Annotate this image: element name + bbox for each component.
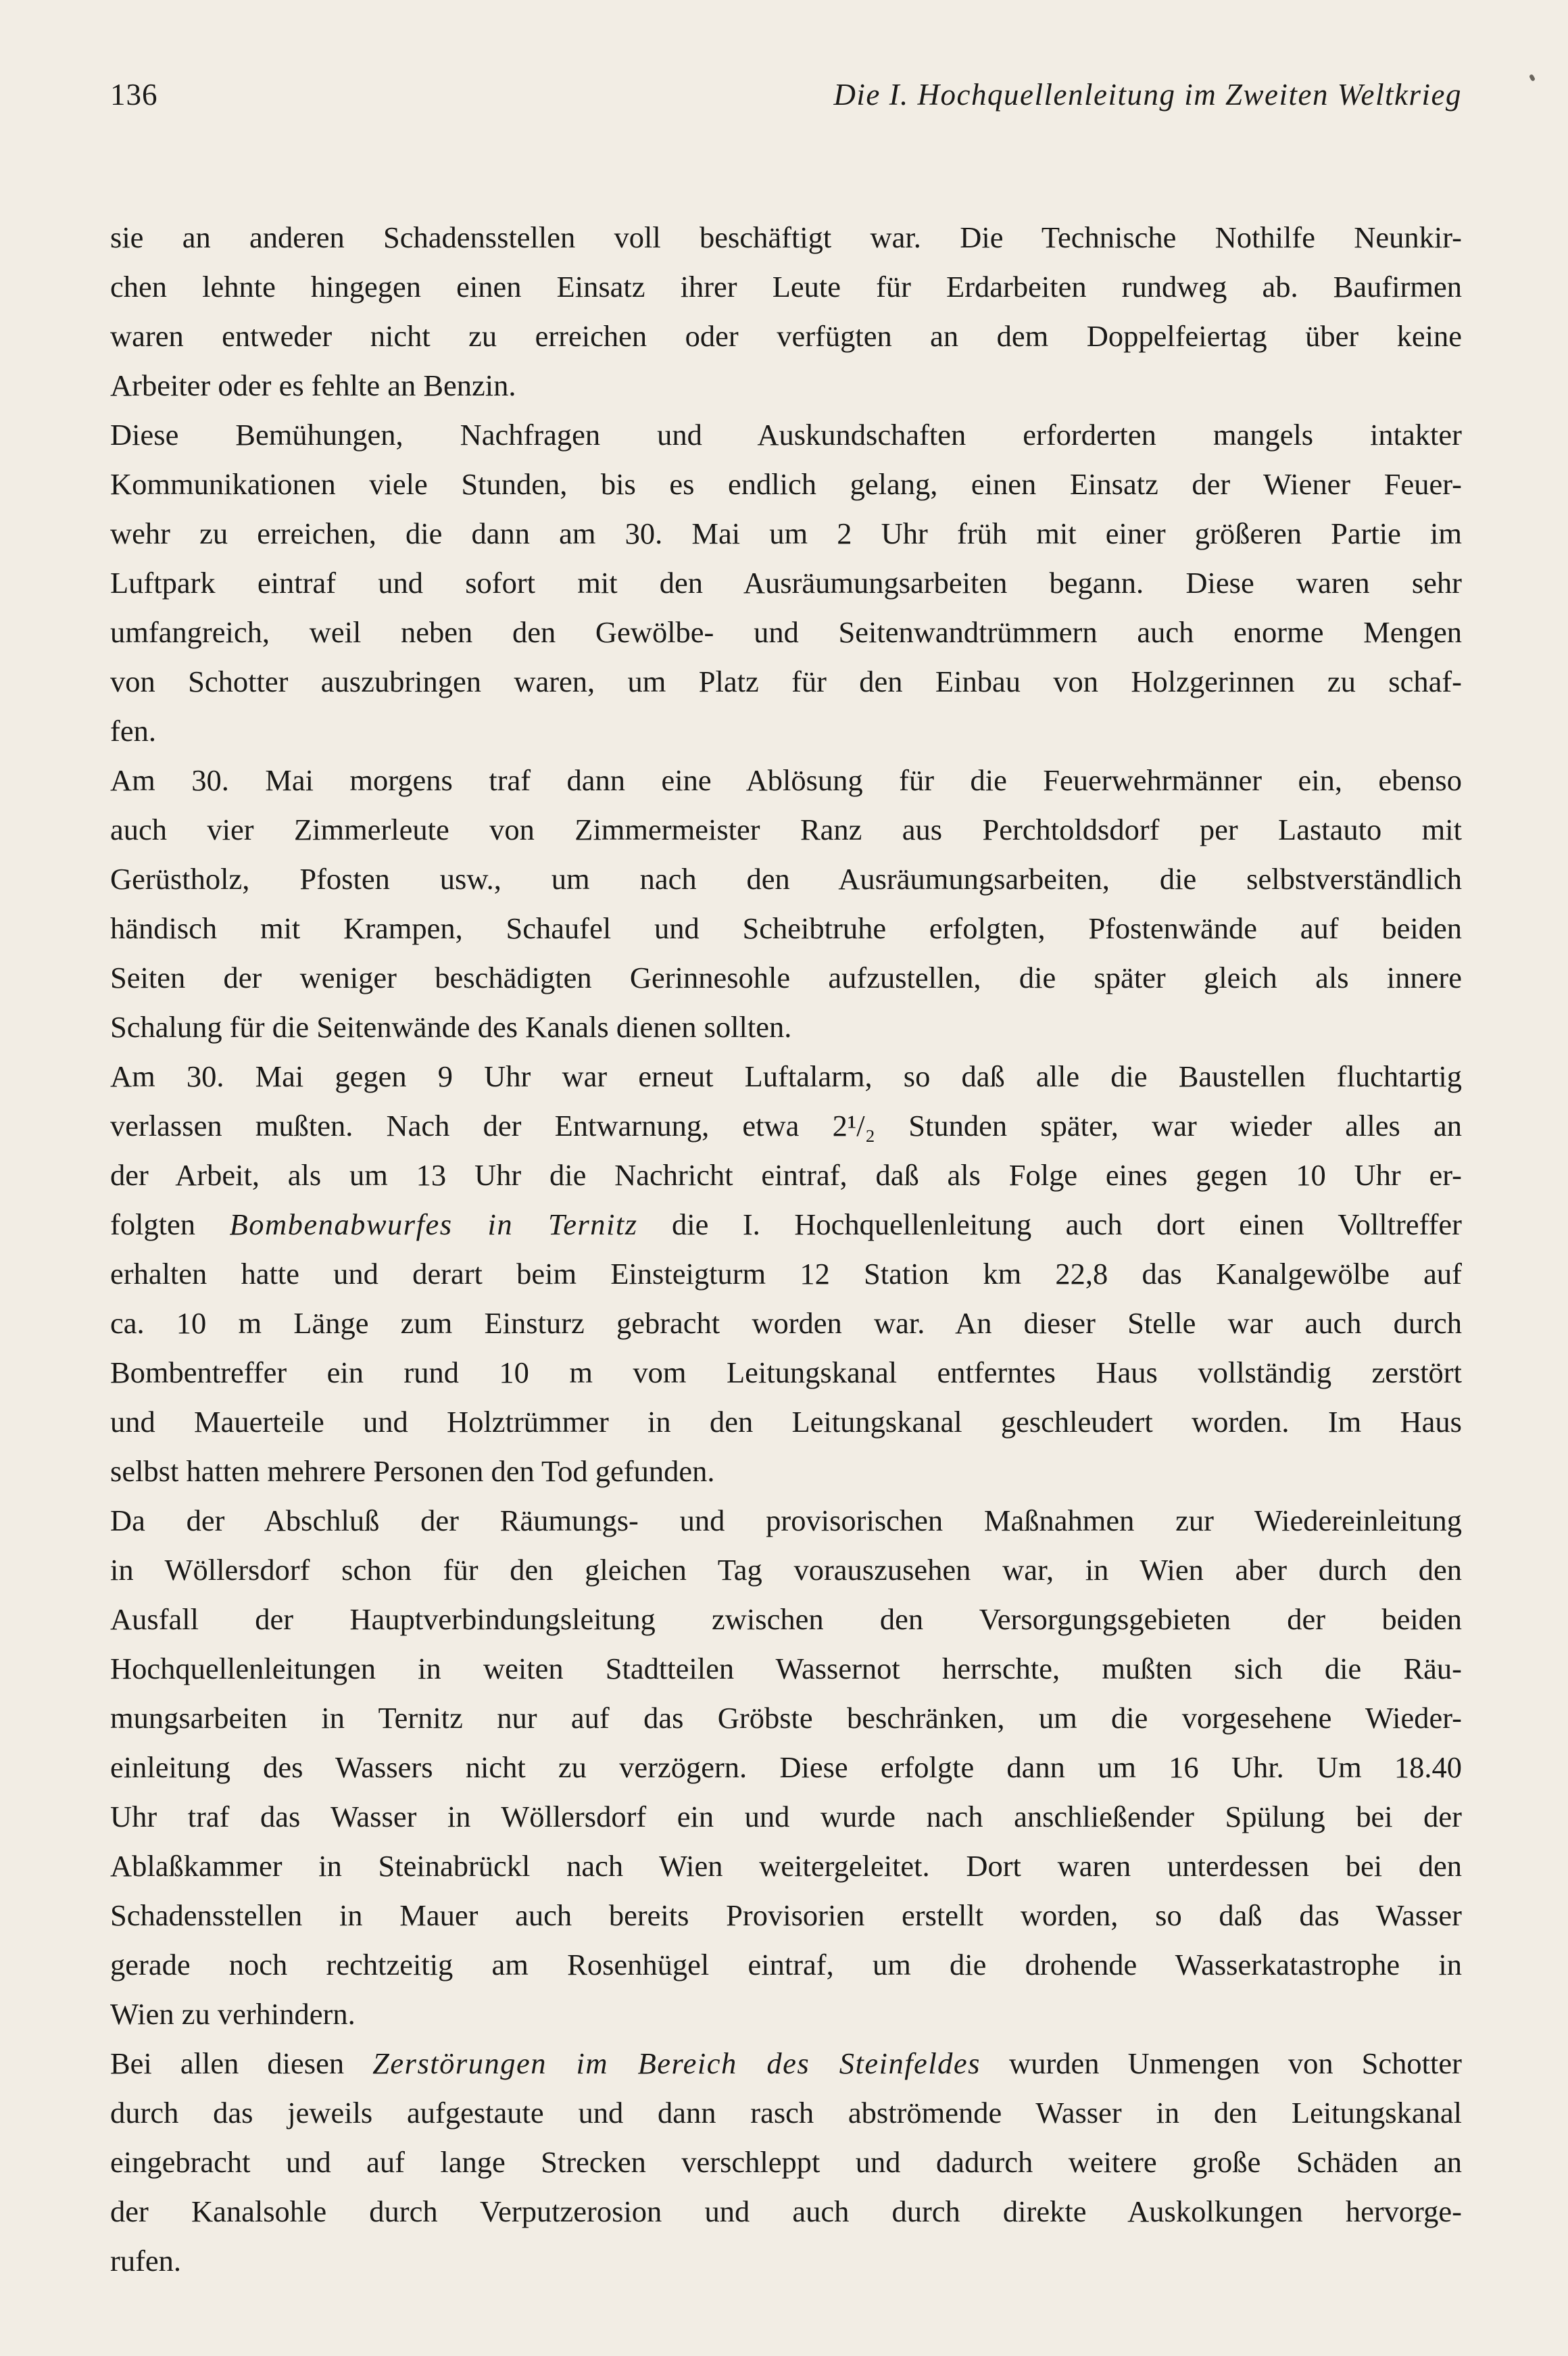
text-line: Luftpark eintraf und sofort mit den Ausräumungsarbeiten begann. Diese waren sehr — [110, 566, 1462, 600]
text-line: ca. 10 m Länge zum Einsturz gebracht worden war. An dieser Stelle war auch durch — [110, 1306, 1462, 1340]
text-line: und Mauerteile und Holztrümmer in den Leitungskanal geschleudert worden. Im Haus — [110, 1405, 1462, 1439]
text-line: Seiten der weniger beschädigten Gerinnesohle aufzustellen, die später gleich als innere — [110, 961, 1462, 994]
text-line: selbst hatten mehrere Personen den Tod gefunden. — [110, 1454, 715, 1488]
text-line: Da der Abschluß der Räumungs- und provisorischen Maßnahmen zur Wiedereinleitung — [110, 1504, 1462, 1537]
text-line: Kommunikationen viele Stunden, bis es endlich gelang, einen Einsatz der Wiener Feuer- — [110, 467, 1462, 501]
text-line: Arbeiter oder es fehlte an Benzin. — [110, 368, 516, 402]
text-line: gerade noch rechtzeitig am Rosenhügel eintraf, um die drohende Wasserkatastrophe in — [110, 1948, 1462, 1981]
text-line: Uhr traf das Wasser in Wöllersdorf ein und wurde nach anschließender Spülung bei der — [110, 1800, 1462, 1833]
text-line: Am 30. Mai morgens traf dann eine Ablösung für die Feuerwehrmänner ein, ebenso — [110, 763, 1462, 797]
running-head: Die I. Hochquellenleitung im Zweiten Weltkrieg — [833, 78, 1462, 112]
text-segment: wurden Unmengen von Schotter — [981, 2046, 1462, 2080]
text-line: Ausfall der Hauptverbindungsleitung zwischen den Versorgungsgebieten der beiden — [110, 1602, 1462, 1636]
text-line: händisch mit Krampen, Schaufel und Scheibtruhe erfolgten, Pfostenwände auf beiden — [110, 911, 1462, 945]
text-line: Schalung für die Seitenwände des Kanals dienen sollten. — [110, 1010, 792, 1044]
text-line: erhalten hatte und derart beim Einsteigturm 12 Station km 22,8 das Kanalgewölbe auf — [110, 1257, 1462, 1291]
text-line: Ablaßkammer in Steinabrückl nach Wien weitergeleitet. Dort waren unterdessen bei den — [110, 1849, 1462, 1883]
text-line: einleitung des Wassers nicht zu verzögern. Diese erfolgte dann um 16 Uhr. Um 18.40 — [110, 1750, 1462, 1784]
text-line: Gerüstholz, Pfosten usw., um nach den Ausräumungsarbeiten, die selbstverständlich — [110, 862, 1462, 896]
text-line-mixed — [110, 1200, 1462, 1249]
italic-emphasis: Bombenabwurfes in Ternitz — [229, 1207, 638, 1241]
text-line: fen. — [110, 714, 156, 748]
text-line: in Wöllersdorf schon für den gleichen Tag vorauszusehen war, in Wien aber durch den — [110, 1553, 1462, 1587]
text-line: eingebracht und auf lange Strecken verschleppt und dadurch weitere große Schäden an — [110, 2145, 1462, 2179]
text-line: Bombentreffer ein rund 10 m vom Leitungskanal entferntes Haus vollständig zerstört — [110, 1355, 1462, 1389]
text-line: mungsarbeiten in Ternitz nur auf das Gröbste beschränken, um die vorgesehene Wieder- — [110, 1701, 1462, 1735]
text-segment: Bei allen diesen — [110, 2046, 373, 2080]
text-segment: folgten — [110, 1207, 230, 1241]
text-line: Hochquellenleitungen in weiten Stadtteilen Wassernot herrschte, mußten sich die Räu- — [110, 1652, 1462, 1685]
text-line: der Arbeit, als um 13 Uhr die Nachricht eintraf, daß als Folge eines gegen 10 Uhr er- — [110, 1158, 1462, 1192]
text-line: umfangreich, weil neben den Gewölbe- und Seitenwandtrümmern auch enorme Mengen — [110, 615, 1462, 649]
text-line: waren entweder nicht zu erreichen oder verfügten an dem Doppelfeiertag über keine — [110, 319, 1462, 353]
text-line: Wien zu verhindern. — [110, 1997, 356, 2031]
text-line: Diese Bemühungen, Nachfragen und Auskundschaften erforderten mangels intakter — [110, 418, 1462, 452]
text-line: Am 30. Mai gegen 9 Uhr war erneut Luftalarm, so daß alle die Baustellen fluchtartig — [110, 1059, 1462, 1093]
page-header — [110, 68, 1462, 122]
text-line: auch vier Zimmerleute von Zimmermeister Ranz aus Perchtoldsdorf per Lastauto mit — [110, 813, 1462, 846]
text-line: wehr zu erreichen, die dann am 30. Mai um 2 Uhr früh mit einer größeren Partie im — [110, 516, 1462, 550]
page-number: 136 — [110, 78, 158, 112]
text-line: rufen. — [110, 2244, 182, 2278]
text-line-mixed — [110, 2039, 1462, 2088]
text-line: chen lehnte hingegen einen Einsatz ihrer Leute für Erdarbeiten rundweg ab. Baufirmen — [110, 270, 1462, 304]
text-line: verlassen mußten. Nach der Entwarnung, etwa 2¹/₂ Stunden später, war wieder alles an — [110, 1109, 1462, 1143]
text-line: durch das jeweils aufgestaute und dann rasch abströmende Wasser in den Leitungskanal — [110, 2096, 1462, 2130]
text-line: sie an anderen Schadensstellen voll beschäftigt war. Die Technische Nothilfe Neunkir- — [110, 220, 1462, 254]
italic-emphasis: Zerstörungen im Bereich des Steinfeldes — [372, 2046, 981, 2080]
text-line: von Schotter auszubringen waren, um Platz für den Einbau von Holzgerinnen zu schaf- — [110, 665, 1462, 698]
text-segment: die I. Hochquellenleitung auch dort einen Volltreffer — [637, 1207, 1462, 1241]
body-text — [110, 213, 1462, 2286]
print-speck — [1529, 74, 1536, 82]
text-line: der Kanalsohle durch Verputzerosion und auch durch direkte Auskolkungen hervorge- — [110, 2194, 1462, 2228]
text-line: Schadensstellen in Mauer auch bereits Provisorien erstellt worden, so daß das Wasser — [110, 1898, 1462, 1932]
